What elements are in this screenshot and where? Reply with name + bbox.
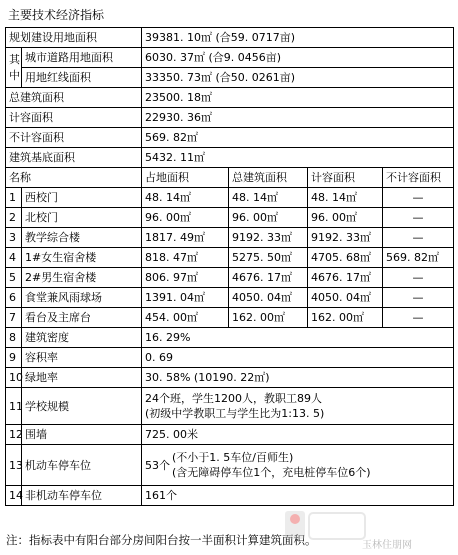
summary-row <box>6 88 454 108</box>
summary-row <box>6 68 454 88</box>
summary-label: 计容面积 <box>6 108 142 128</box>
table-row <box>6 328 454 348</box>
table-row <box>6 248 454 268</box>
row-value: 0. 69 <box>142 348 454 368</box>
row-name: 建筑密度 <box>22 328 142 348</box>
summary-value: 23500. 18㎡ <box>142 88 454 108</box>
header-uncounted: 不计容面积 <box>383 168 454 188</box>
total-area: 9192. 33㎡ <box>229 228 308 248</box>
row-number: 12 <box>6 425 22 445</box>
table-row <box>6 348 454 368</box>
counted-area: 9192. 33㎡ <box>308 228 383 248</box>
row-number: 4 <box>6 248 22 268</box>
row-name: 2#男生宿舍楼 <box>22 268 142 288</box>
row-value: 30. 58% (10190. 22㎡) <box>142 368 454 388</box>
row-number: 3 <box>6 228 22 248</box>
summary-value: 39381. 10㎡ (合59. 0717亩) <box>142 28 454 48</box>
row-value <box>142 445 454 486</box>
row-name: 绿地率 <box>22 368 142 388</box>
header-land: 占地面积 <box>142 168 229 188</box>
row-name: 1#女生宿舍楼 <box>22 248 142 268</box>
land-area: 1391. 04㎡ <box>142 288 229 308</box>
counted-area: 4705. 68㎡ <box>308 248 383 268</box>
uncounted-area: — <box>383 208 454 228</box>
counted-area: 4050. 04㎡ <box>308 288 383 308</box>
table-row <box>6 425 454 445</box>
row-number: 6 <box>6 288 22 308</box>
summary-label: 不计容面积 <box>6 128 142 148</box>
uncounted-area: 569. 82㎡ <box>383 248 454 268</box>
summary-row <box>6 128 454 148</box>
footnote: 注：指标表中有阳台部分房间阳台按一半面积计算建筑面积。 <box>6 533 317 547</box>
summary-row <box>6 48 454 68</box>
row-name: 学校规模 <box>22 388 142 425</box>
uncounted-area: — <box>383 268 454 288</box>
of-which-label: 其 中 <box>6 48 22 88</box>
row-value <box>142 388 454 425</box>
row-value: 161个 <box>142 486 454 506</box>
summary-label: 规划建设用地面积 <box>6 28 142 48</box>
parking-line2: (含无障碍停车位1个，充电桩停车位6个) <box>172 466 371 479</box>
row-name: 围墙 <box>22 425 142 445</box>
header-name: 名称 <box>6 168 142 188</box>
header-total: 总建筑面积 <box>229 168 308 188</box>
row-value: 725. 00米 <box>142 425 454 445</box>
row-number: 2 <box>6 208 22 228</box>
watermark-logo <box>283 505 369 545</box>
land-area: 818. 47㎡ <box>142 248 229 268</box>
table-row <box>6 308 454 328</box>
row-number: 13 <box>6 445 22 486</box>
watermark-site: 玉林住朋网 <box>362 540 412 551</box>
summary-row <box>6 28 454 48</box>
row-name: 容积率 <box>22 348 142 368</box>
counted-area: 96. 00㎡ <box>308 208 383 228</box>
row-number: 5 <box>6 268 22 288</box>
land-area: 48. 14㎡ <box>142 188 229 208</box>
table-header-row <box>6 168 454 188</box>
school-scale-line2: (初级中学教职工与学生比为1:13. 5) <box>145 407 325 420</box>
row-name: 看台及主席台 <box>22 308 142 328</box>
table-row <box>6 388 454 425</box>
summary-label: 总建筑面积 <box>6 88 142 108</box>
row-name: 北校门 <box>22 208 142 228</box>
table-row <box>6 208 454 228</box>
row-value: 16. 29% <box>142 328 454 348</box>
counted-area: 162. 00㎡ <box>308 308 383 328</box>
total-area: 4050. 04㎡ <box>229 288 308 308</box>
table-row <box>6 368 454 388</box>
summary-value: 33350. 73㎡ (合50. 0261亩) <box>142 68 454 88</box>
row-name: 食堂兼风雨球场 <box>22 288 142 308</box>
school-scale-line1: 24个班，学生1200人，教职工89人 <box>145 392 322 405</box>
row-number: 14 <box>6 486 22 506</box>
row-number: 8 <box>6 328 22 348</box>
table-row <box>6 268 454 288</box>
total-area: 4676. 17㎡ <box>229 268 308 288</box>
header-counted: 计容面积 <box>308 168 383 188</box>
row-number: 10 <box>6 368 22 388</box>
parking-count: 53个 <box>145 458 170 472</box>
row-name: 西校门 <box>22 188 142 208</box>
table-row <box>6 188 454 208</box>
summary-label: 建筑基底面积 <box>6 148 142 168</box>
table-row <box>6 288 454 308</box>
total-area: 162. 00㎡ <box>229 308 308 328</box>
land-area: 806. 97㎡ <box>142 268 229 288</box>
total-area: 5275. 50㎡ <box>229 248 308 268</box>
summary-value: 22930. 36㎡ <box>142 108 454 128</box>
row-number: 1 <box>6 188 22 208</box>
row-name: 机动车停车位 <box>22 445 142 486</box>
uncounted-area: — <box>383 228 454 248</box>
summary-row <box>6 108 454 128</box>
uncounted-area: — <box>383 188 454 208</box>
total-area: 48. 14㎡ <box>229 188 308 208</box>
counted-area: 48. 14㎡ <box>308 188 383 208</box>
summary-label: 用地红线面积 <box>22 68 142 88</box>
row-name: 教学综合楼 <box>22 228 142 248</box>
land-area: 454. 00㎡ <box>142 308 229 328</box>
summary-row <box>6 148 454 168</box>
summary-value: 6030. 37㎡ (合9. 0456亩) <box>142 48 454 68</box>
land-area: 1817. 49㎡ <box>142 228 229 248</box>
summary-value: 5432. 11㎡ <box>142 148 454 168</box>
counted-area: 4676. 17㎡ <box>308 268 383 288</box>
page-title: 主要技术经济指标 <box>8 8 105 22</box>
row-number: 9 <box>6 348 22 368</box>
total-area: 96. 00㎡ <box>229 208 308 228</box>
row-name: 非机动车停车位 <box>22 486 142 506</box>
summary-label: 城市道路用地面积 <box>22 48 142 68</box>
table-row <box>6 486 454 506</box>
uncounted-area: — <box>383 308 454 328</box>
table-row <box>6 228 454 248</box>
row-number: 7 <box>6 308 22 328</box>
summary-value: 569. 82㎡ <box>142 128 454 148</box>
land-area: 96. 00㎡ <box>142 208 229 228</box>
row-number: 11 <box>6 388 22 425</box>
uncounted-area: — <box>383 288 454 308</box>
table-row <box>6 445 454 486</box>
parking-line1: (不小于1. 5车位/百师生) <box>172 451 294 464</box>
indicator-table <box>5 27 454 506</box>
